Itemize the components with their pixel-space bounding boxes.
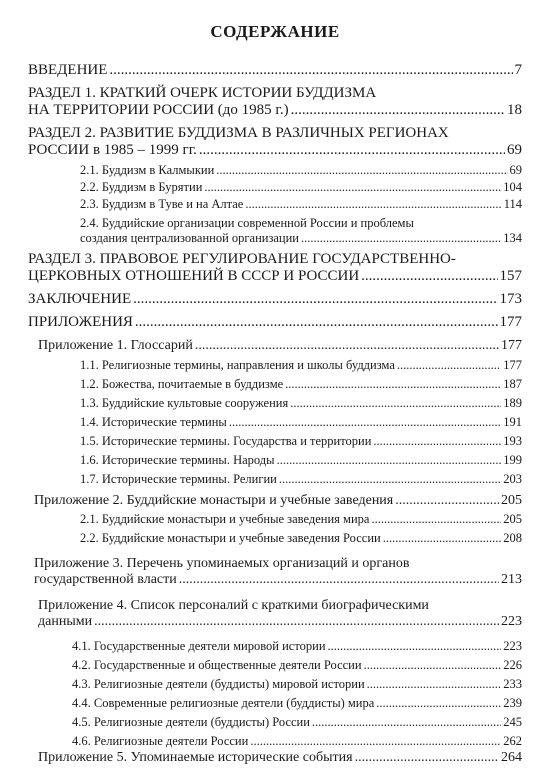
toc-entry-appendix-2	[34, 493, 522, 509]
toc-entry-text: 4.1. Государственные деятели мировой истории	[72, 639, 326, 653]
dot-leader	[279, 472, 501, 487]
toc-entry-text-cont: НА ТЕРРИТОРИИ РОССИИ (до 1985 г.)	[28, 102, 289, 118]
toc-entry-text-cont: данными	[38, 614, 93, 629]
toc-entry-text: РАЗДЕЛ 2. РАЗВИТИЕ БУДДИЗМА В РАЗЛИЧНЫХ РЕГИОНАХ	[28, 125, 449, 141]
toc-page-number: 134	[503, 231, 522, 245]
toc-entry-text-cont: ЦЕРКОВНЫХ ОТНОШЕНИЙ В СССР И РОССИИ	[28, 268, 360, 284]
toc-entry-1-3	[80, 396, 522, 411]
toc-entry-text: 2.2. Буддизм в Бурятии	[80, 180, 203, 194]
toc-entry-2-1	[80, 163, 522, 178]
toc-entry-appendix-5	[38, 750, 522, 766]
toc-page-number: 157	[499, 268, 522, 284]
toc-entry-4-1	[72, 639, 522, 654]
toc-entry-section-2	[28, 125, 522, 159]
dot-leader	[94, 614, 499, 630]
dot-leader	[250, 734, 501, 749]
dot-leader	[245, 197, 501, 212]
toc-entry-text: 4.2. Государственные и общественные деятели России	[72, 658, 362, 672]
toc-page-number: 7	[514, 62, 522, 78]
toc-entry-section-1	[28, 85, 522, 119]
toc-entry-1-7	[80, 472, 522, 487]
dot-leader	[277, 453, 502, 468]
toc-entry-text: 2.3. Буддизм в Туве и на Алтае	[80, 197, 244, 211]
toc-page-number: 226	[503, 658, 522, 672]
dot-leader	[312, 715, 501, 730]
toc-page-number: 177	[503, 358, 522, 372]
toc-entry-4-3	[72, 677, 522, 692]
toc-page-number: 18	[507, 102, 522, 118]
toc-entry-text: ЗАКЛЮЧЕНИЕ	[28, 291, 132, 307]
toc-entry-text: 2.1. Буддизм в Калмыкии	[80, 163, 215, 177]
toc-entry-text: 2.2. Буддийские монастыри и учебные заведения России	[80, 531, 381, 545]
toc-entry-text: 1.3. Буддийские культовые сооружения	[80, 396, 289, 410]
toc-page-number: 239	[503, 696, 522, 710]
toc-entry-appendix-4	[38, 598, 522, 630]
toc-page-number: 69	[509, 163, 522, 177]
dot-leader	[291, 102, 505, 119]
dot-leader	[109, 62, 512, 79]
toc-entry-introduction	[28, 62, 522, 79]
toc-entry-text: Приложение 1. Глоссарий	[38, 338, 193, 353]
dot-leader	[216, 163, 507, 178]
dot-leader	[195, 338, 499, 354]
toc-entry-text: 1.2. Божества, почитаемые в буддизме	[80, 377, 284, 391]
toc-entry-2-4	[80, 216, 522, 246]
dot-leader	[397, 358, 501, 373]
dot-leader	[361, 268, 497, 285]
toc-page-number: 177	[501, 338, 522, 353]
toc-entry-4-5	[72, 715, 522, 730]
toc-entry-text: РАЗДЕЛ 1. КРАТКИЙ ОЧЕРК ИСТОРИИ БУДДИЗМА	[28, 85, 377, 101]
toc-entry-text: 1.5. Исторические термины. Государства и территории	[80, 434, 372, 448]
toc-entry-text: 4.6. Религиозные деятели России	[72, 734, 249, 748]
toc-page-number: 173	[499, 291, 522, 307]
toc-entry-conclusion	[28, 291, 522, 308]
toc-entry-text: Приложение 4. Список персоналий с краткими биографическими	[38, 598, 429, 613]
toc-entry-text: 1.6. Исторические термины. Народы	[80, 453, 275, 467]
toc-page-number: 177	[499, 314, 522, 330]
toc-entry-2-3	[80, 197, 522, 212]
dot-leader	[301, 231, 501, 246]
page-title: СОДЕРЖАНИЕ	[210, 22, 340, 41]
toc-page-number: 245	[503, 715, 522, 729]
toc-page-number: 223	[503, 639, 522, 653]
dot-leader	[135, 314, 498, 331]
toc-page-number: 233	[503, 677, 522, 691]
dot-leader	[376, 696, 501, 711]
toc-entry-text: 4.3. Религиозные деятели (буддисты) мировой истории	[72, 677, 365, 691]
toc-entry-1-2	[80, 377, 522, 392]
toc-page-number: 264	[501, 750, 522, 765]
toc-entry-text: Приложение 3. Перечень упоминаемых организаций и органов	[34, 556, 410, 571]
toc-entry-4-4	[72, 696, 522, 711]
dot-leader	[373, 434, 501, 449]
dot-leader	[290, 396, 501, 411]
toc-entry-text: ВВЕДЕНИЕ	[28, 62, 108, 78]
toc-entry-text-cont: государственной власти	[34, 572, 177, 587]
toc-page-number: 189	[503, 396, 522, 410]
toc-entry-text: 2.4. Буддийские организации современной России и проблемы	[80, 216, 414, 230]
dot-leader	[229, 415, 501, 430]
toc-entry-4-6	[72, 734, 522, 749]
dot-leader	[133, 291, 497, 308]
toc-page-number: 191	[503, 415, 522, 429]
toc-entry-appendix-3	[34, 556, 522, 588]
toc-page-number: 193	[503, 434, 522, 448]
toc-entry-2-2	[80, 180, 522, 195]
toc-page-number: 262	[503, 734, 522, 748]
toc-entry-1-5	[80, 434, 522, 449]
toc-entry-text: 4.5. Религиозные деятели (буддисты) России	[72, 715, 310, 729]
toc-page-number: 104	[503, 180, 522, 194]
dot-leader	[204, 180, 501, 195]
toc-entry-1-1	[80, 358, 522, 373]
toc-entry-text-cont: РОССИИ в 1985 – 1999 гг.	[28, 142, 197, 158]
toc-entry-text: РАЗДЕЛ 3. ПРАВОВОЕ РЕГУЛИРОВАНИЕ ГОСУДАРСТВЕННО-	[28, 251, 456, 267]
toc-entry-appendix-1	[38, 338, 522, 354]
toc-entry-appendices	[28, 314, 522, 331]
dot-leader	[199, 142, 505, 159]
dot-leader	[371, 512, 501, 527]
toc-page-number: 69	[507, 142, 522, 158]
toc-page-number: 199	[503, 453, 522, 467]
toc-page-number: 223	[501, 614, 522, 629]
toc-page-number: 203	[503, 472, 522, 486]
toc-entry-text: Приложение 5. Упоминаемые исторические события	[38, 750, 353, 765]
toc-entry-text: Приложение 2. Буддийские монастыри и учебные заведения	[34, 493, 394, 508]
toc-entry-section-3	[28, 251, 522, 285]
dot-leader	[383, 531, 502, 546]
toc-entry-text: 1.7. Исторические термины. Религии	[80, 472, 277, 486]
toc-page-number: 205	[501, 493, 522, 508]
dot-leader	[179, 572, 499, 588]
toc-page-number: 213	[501, 572, 522, 587]
toc-entry-4-2	[72, 658, 522, 673]
toc-entry-text: 2.1. Буддийские монастыри и учебные заведения мира	[80, 512, 370, 526]
toc-entry-text: 4.4. Современные религиозные деятели (буддисты) мира	[72, 696, 375, 710]
toc-page-number: 205	[503, 512, 522, 526]
dot-leader	[364, 658, 502, 673]
toc-entry-text: 1.1. Религиозные термины, направления и школы буддизма	[80, 358, 395, 372]
toc-page-number: 114	[503, 197, 522, 211]
dot-leader	[395, 493, 499, 509]
dot-leader	[367, 677, 502, 692]
dot-leader	[355, 750, 499, 766]
dot-leader	[328, 639, 502, 654]
toc-page-number: 208	[503, 531, 522, 545]
toc-entry-text: 1.4. Исторические термины	[80, 415, 227, 429]
toc-page-number: 187	[503, 377, 522, 391]
toc-entry-1-6	[80, 453, 522, 468]
toc-entry-1-4	[80, 415, 522, 430]
toc-entry-2-2-app	[80, 531, 522, 546]
toc-entry-text: ПРИЛОЖЕНИЯ	[28, 314, 133, 330]
toc-entry-2-1-app	[80, 512, 522, 527]
toc-entry-text-cont: создания централизованной организации	[80, 231, 300, 245]
dot-leader	[285, 377, 501, 392]
